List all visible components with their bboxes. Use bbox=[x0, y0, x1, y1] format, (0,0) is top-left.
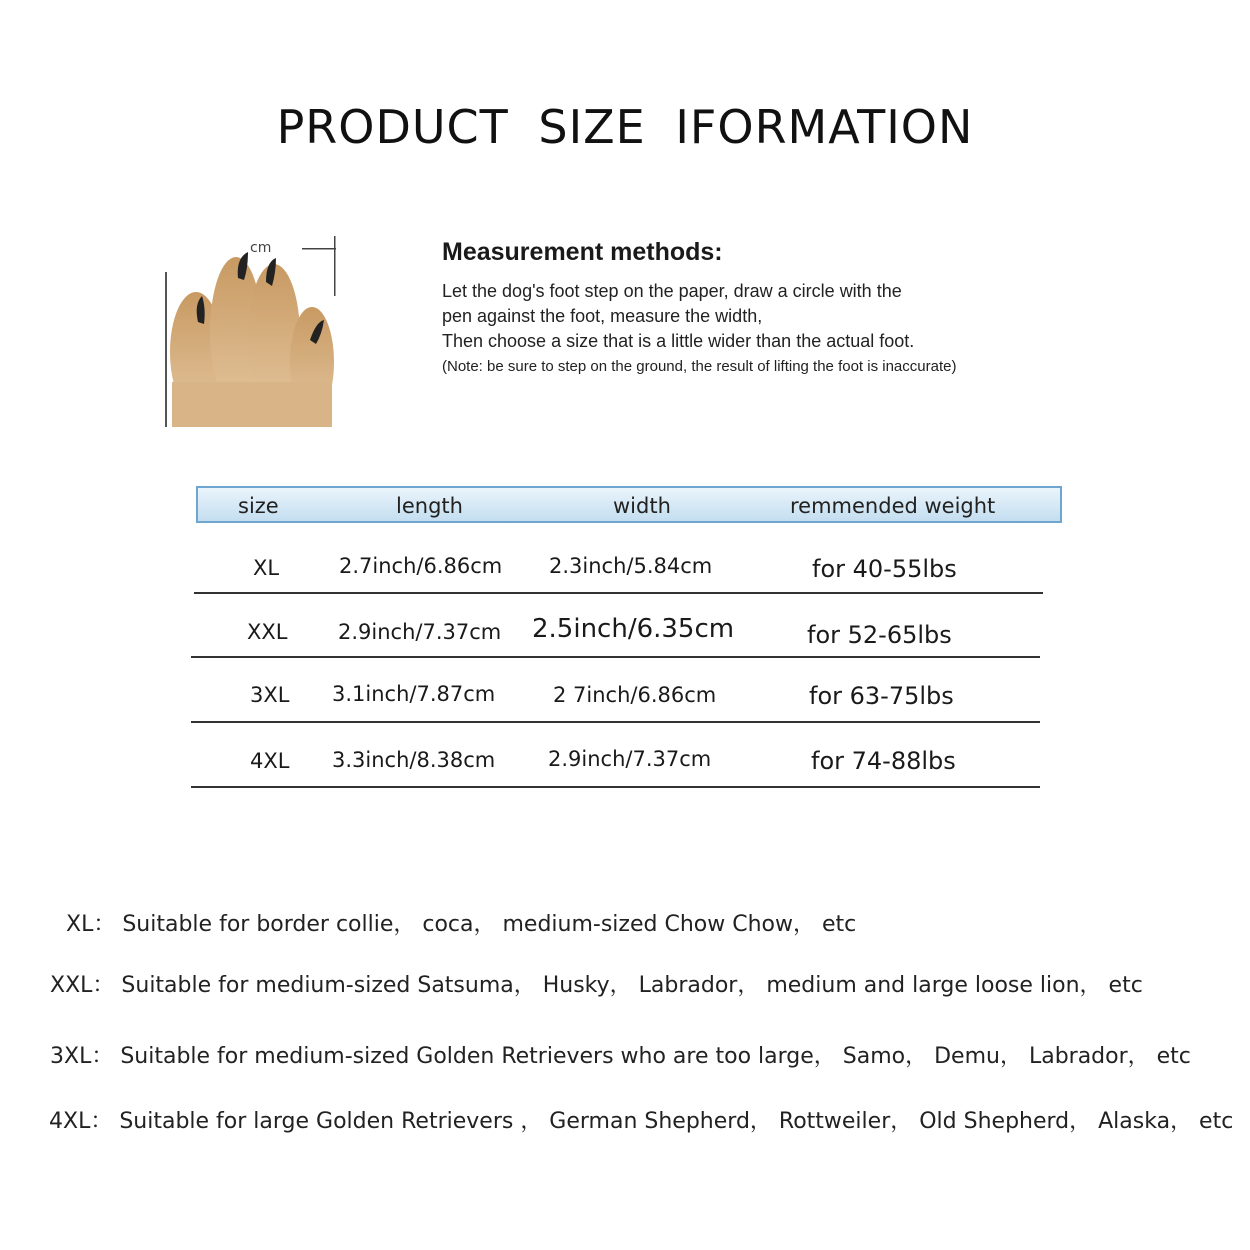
row-length: 2.7inch/6.86cm bbox=[339, 554, 503, 578]
page-title: PRODUCT SIZE IFORMATION bbox=[276, 100, 974, 154]
breed-size-label: XL： bbox=[66, 912, 116, 937]
breed-note-3xl bbox=[50, 1039, 1191, 1070]
breed-size-label: XXL： bbox=[50, 973, 115, 998]
measurement-methods bbox=[442, 238, 956, 380]
header-width: width bbox=[613, 494, 671, 518]
size-table-header bbox=[196, 486, 1062, 523]
row-divider bbox=[191, 786, 1040, 788]
unit-label: cm bbox=[250, 240, 272, 256]
method-heading: Measurement methods: bbox=[442, 238, 723, 266]
breed-text: Suitable for medium-sized Golden Retrievers who are too large， Samo， Demu， Labrador， etc bbox=[120, 1044, 1191, 1069]
header-size: size bbox=[238, 494, 279, 518]
table-row bbox=[0, 725, 1250, 789]
table-row bbox=[0, 530, 1250, 594]
breed-size-label: 3XL： bbox=[50, 1044, 114, 1069]
method-line: pen against the foot, measure the width, bbox=[442, 306, 763, 326]
breed-note-xxl bbox=[50, 968, 1143, 999]
method-line: Then choose a size that is a little wider than the actual foot. bbox=[442, 331, 915, 351]
dog-paw-illustration bbox=[162, 232, 342, 432]
breed-note-xl bbox=[66, 907, 856, 938]
row-weight: for 63-75lbs bbox=[809, 682, 954, 710]
row-width: 2 7inch/6.86cm bbox=[553, 683, 717, 707]
row-weight: for 40-55lbs bbox=[812, 555, 957, 583]
row-size: XXL bbox=[247, 620, 288, 644]
method-note: (Note: be sure to step on the ground, the result of lifting the foot is inaccurate) bbox=[442, 358, 957, 375]
row-length: 2.9inch/7.37cm bbox=[338, 620, 502, 644]
breed-text: Suitable for border collie， coca， medium-sized Chow Chow， etc bbox=[122, 912, 857, 937]
row-width: 2.3inch/5.84cm bbox=[549, 554, 713, 578]
row-weight: for 52-65lbs bbox=[807, 621, 952, 649]
row-divider bbox=[191, 721, 1040, 723]
breed-size-label: 4XL： bbox=[49, 1109, 113, 1134]
row-width: 2.9inch/7.37cm bbox=[548, 747, 712, 771]
row-size: 3XL bbox=[250, 683, 290, 707]
row-divider bbox=[194, 592, 1043, 594]
table-row bbox=[0, 596, 1250, 660]
header-weight: remmended weight bbox=[790, 494, 996, 518]
row-weight: for 74-88lbs bbox=[811, 747, 956, 775]
row-length: 3.3inch/8.38cm bbox=[332, 748, 496, 772]
method-line: Let the dog's foot step on the paper, draw a circle with the bbox=[442, 281, 902, 301]
row-divider bbox=[191, 656, 1040, 658]
header-length: length bbox=[396, 494, 463, 518]
breed-text: Suitable for medium-sized Satsuma， Husky， Labrador， medium and large loose lion， etc bbox=[121, 973, 1143, 998]
breed-note-4xl bbox=[49, 1104, 1233, 1135]
breed-text: Suitable for large Golden Retrievers ， German Shepherd， Rottweiler， Old Shepherd， Alaska， etc bbox=[119, 1109, 1234, 1134]
table-row bbox=[0, 660, 1250, 724]
row-length: 3.1inch/7.87cm bbox=[332, 682, 496, 706]
row-width: 2.5inch/6.35cm bbox=[532, 614, 735, 644]
row-size: XL bbox=[253, 556, 280, 580]
row-size: 4XL bbox=[250, 749, 290, 773]
